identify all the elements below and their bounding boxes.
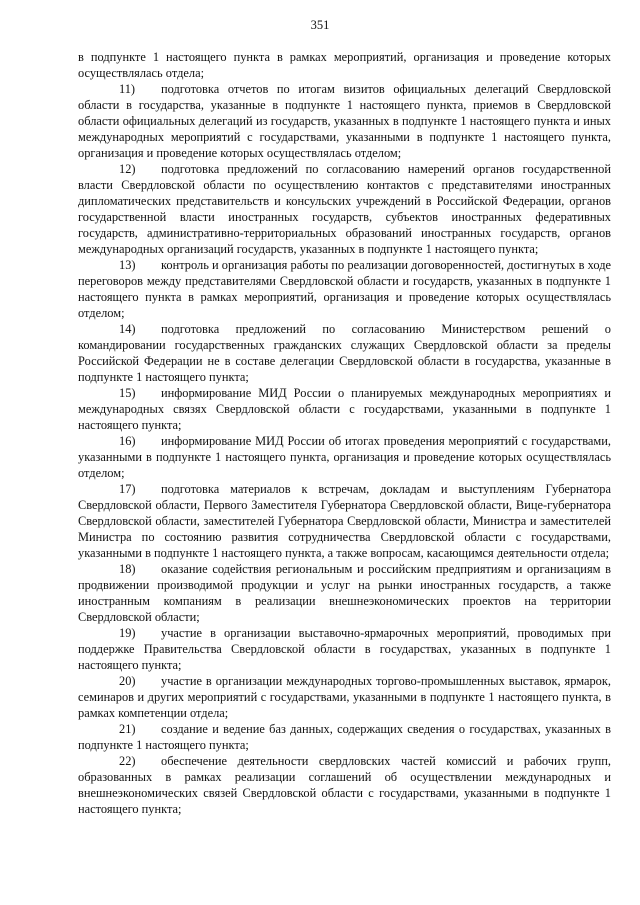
- list-item: [78, 753, 611, 817]
- item-text: информирование МИД России о планируемых международных мероприятиях и международных связях Свердловской области с государствами, указанными в подпункте 1 настоящего пункта;: [78, 386, 611, 432]
- list-item: [78, 561, 611, 625]
- item-text: подготовка предложений по согласованию Министерством решений о командировании государственных гражданских служащих Свердловской области за пределы Российской Федерации не в составе делегации Свердловской области в государства, указанные в подпункте 1 настоящего пункта;: [78, 322, 611, 384]
- item-text: участие в организации международных торгово-промышленных выставок, ярмарок, семинаров и других мероприятий с государствами, указанными в подпункте 1 настоящего пункта, в рамках компетенции отдела;: [78, 674, 611, 720]
- page-number: 351: [310, 18, 330, 32]
- item-text: контроль и организация работы по реализации договоренностей, достигнутых в ходе переговоров между представителями Свердловской области и государств, указанных в подпункте 1 настоящего пункта в рамках мероприятий, организация и проведение которых осуществлялась отделом;: [78, 258, 611, 320]
- item-text: оказание содействия региональным и российским предприятиям и организациям в продвижении производимой продукции и услуг на рынки иностранных государств, а также иностранным компаниям в реализации внешнеэкономических проектов на территории Свердловской области;: [78, 562, 611, 624]
- item-text: информирование МИД России об итогах проведения мероприятий с государствами, указанными в подпункте 1 настоящего пункта, организация и проведение которых осуществлялась отделом;: [78, 434, 611, 480]
- list-item: [78, 673, 611, 721]
- document-body: [78, 49, 611, 817]
- list-item: [78, 257, 611, 321]
- list-item: [78, 161, 611, 257]
- item-text: подготовка отчетов по итогам визитов официальных делегаций Свердловской области в государства, указанные в подпункте 1 настоящего пункта, приемов в Свердловской области официальных делегаций из государств, указанных в подпункте 1 настоящего пункта и иных международных мероприятий с государствами, указанными в подпункте 1 настоящего пункта, организация и проведение которых осуществлялась отделом;: [78, 82, 611, 160]
- list-item: [78, 81, 611, 161]
- item-text: участие в организации выставочно-ярмарочных мероприятий, проводимых при поддержке Правительства Свердловской области в государствах, указанных в подпункте 1 настоящего пункта;: [78, 626, 611, 672]
- item-number: 19): [119, 626, 136, 640]
- item-number: 15): [119, 386, 136, 400]
- item-number: 21): [119, 722, 136, 736]
- item-number: 18): [119, 562, 136, 576]
- item-number: 14): [119, 322, 136, 336]
- item-number: 11): [119, 82, 136, 96]
- item-text: подготовка материалов к встречам, докладам и выступлениям Губернатора Свердловской области, Первого Заместителя Губернатора Свердловской области, Вице-губернатора Свердловской области, заместителей Губернатора Свердловской области, Министра и заместителей Министра по состоянию развития сотрудничества Свердловской области с государствами, указанными в подпункте 1 настоящего пункта, а также вопросам, касающимся деятельности отдела;: [78, 482, 611, 560]
- item-text: подготовка предложений по согласованию намерений органов государственной власти Свердловской области по осуществлению контактов с представителями иностранных дипломатических представительств и консульских учреждений в Российской Федерации, органов государственной власти иностранных государств, субъектов иностранных федеративных государств, административно-территориальных образований иностранных государств, органов международных организаций государств, указанных в подпункте 1 настоящего пункта;: [78, 162, 611, 256]
- list-item: [78, 385, 611, 433]
- list-item: [78, 321, 611, 385]
- item-number: 17): [119, 482, 136, 496]
- item-text: обеспечение деятельности свердловских частей комиссий и рабочих групп, образованных в рамках реализации соглашений об осуществлении международных и внешнеэкономических связей Свердловской области с государствами, указанными в подпункте 1 настоящего пункта;: [78, 754, 611, 816]
- list-item: [78, 433, 611, 481]
- item-number: 20): [119, 674, 136, 688]
- item-text: создание и ведение баз данных, содержащих сведения о государствах, указанных в подпункте 1 настоящего пункта;: [78, 722, 611, 752]
- item-number: 12): [119, 162, 136, 176]
- item-list: [78, 81, 611, 817]
- item-number: 22): [119, 754, 136, 768]
- item-number: 13): [119, 258, 136, 272]
- list-item: [78, 625, 611, 673]
- lead-paragraph: в подпункте 1 настоящего пункта в рамках мероприятий, организация и проведение которых осуществлялась отдела;: [78, 50, 611, 80]
- item-number: 16): [119, 434, 136, 448]
- list-item: [78, 481, 611, 561]
- list-item: [78, 721, 611, 753]
